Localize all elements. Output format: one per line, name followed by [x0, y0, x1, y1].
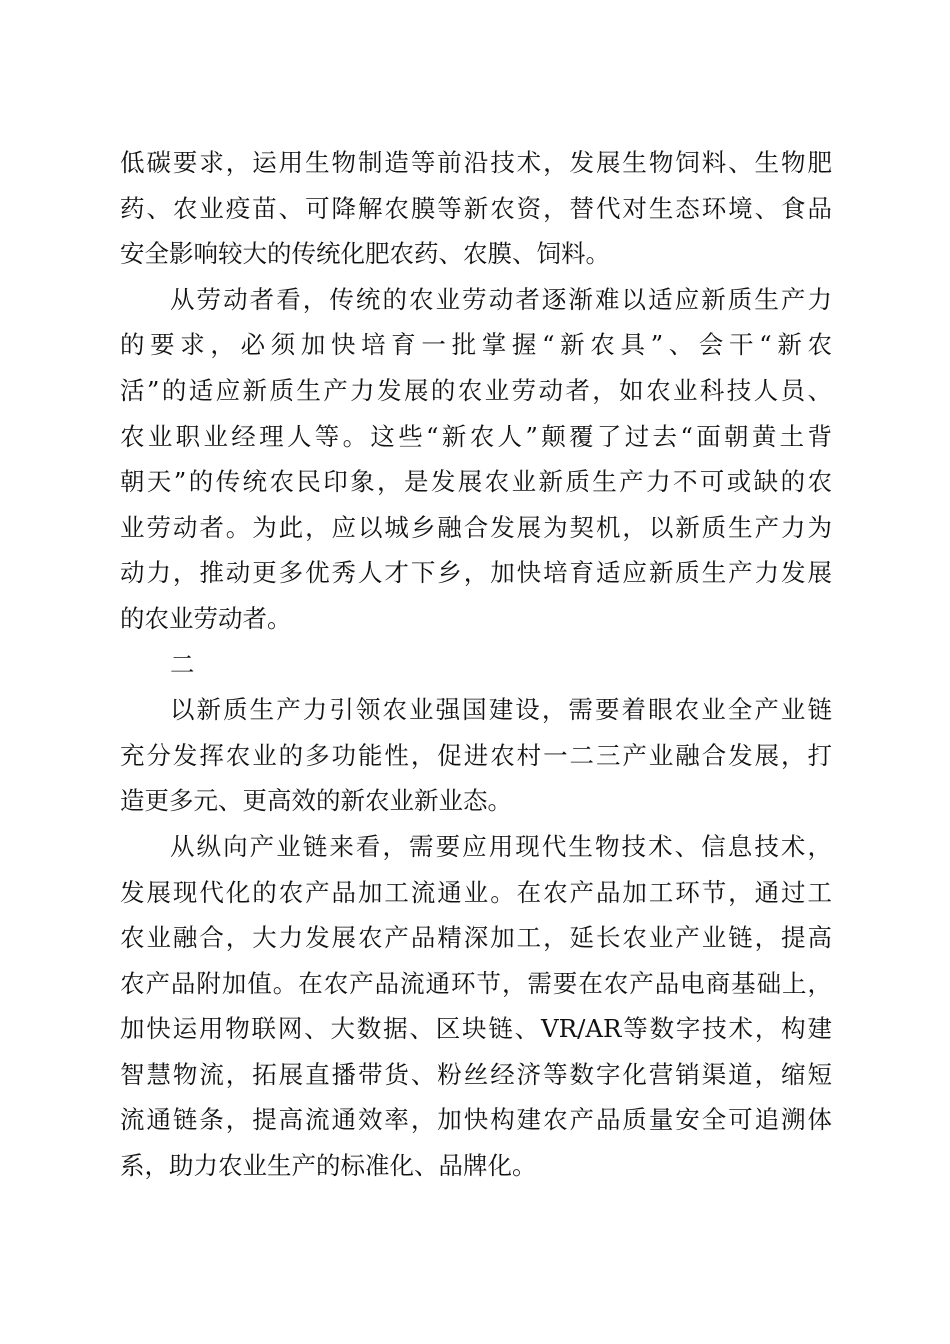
body-text [120, 140, 832, 1189]
text-line: 的农业劳动者。 [120, 603, 292, 633]
paragraph-first-line: 以新质生产力引领农业强国建设，需要着眼农业全产业链 [170, 695, 832, 725]
text-line: 活”的适应新质生产力发展的农业劳动者，如农业科技人员、 [120, 375, 832, 405]
text-line: 安全影响较大的传统化肥农药、农膜、饲料。 [120, 239, 610, 269]
text-line: 的要求，必须加快培育一批掌握“新农具”、会干“新农 [120, 330, 832, 360]
text-line: 药、农业疫苗、可降解农膜等新农资，替代对生态环境、食品 [120, 193, 832, 223]
text-line: 朝天”的传统农民印象，是发展农业新质生产力不可或缺的农 [120, 467, 832, 497]
text-line: 充分发挥农业的多功能性，促进农村一二三产业融合发展，打 [120, 740, 832, 770]
text-line: 发展现代化的农产品加工流通业。在农产品加工环节，通过工 [120, 877, 832, 907]
paragraph-first-line: 从劳动者看，传统的农业劳动者逐渐难以适应新质生产力 [170, 284, 832, 314]
text-line: 造更多元、更高效的新农业新业态。 [120, 786, 512, 816]
text-line: 加快运用物联网、大数据、区块链、VR/AR等数字技术，构建 [120, 1014, 832, 1044]
text-line: 农业融合，大力发展农产品精深加工，延长农业产业链，提高 [120, 923, 832, 953]
text-line: 动力，推动更多优秀人才下乡，加快培育适应新质生产力发展 [120, 558, 832, 588]
text-line: 系，助力农业生产的标准化、品牌化。 [120, 1151, 537, 1181]
text-line: 流通链条，提高流通效率，加快构建农产品质量安全可追溯体 [120, 1105, 832, 1135]
text-line: 农产品附加值。在农产品流通环节，需要在农产品电商基础上， [120, 968, 832, 998]
text-line: 业劳动者。为此，应以城乡融合发展为契机，以新质生产力为 [120, 512, 832, 542]
text-line: 低碳要求，运用生物制造等前沿技术，发展生物饲料、生物肥 [120, 148, 832, 177]
text-line: 智慧物流，拓展直播带货、粉丝经济等数字化营销渠道，缩短 [120, 1059, 832, 1089]
paragraph-first-line: 从纵向产业链来看，需要应用现代生物技术、信息技术， [170, 831, 832, 861]
section-heading: 二 [170, 649, 195, 679]
text-line: 农业职业经理人等。这些“新农人”颠覆了过去“面朝黄土背 [120, 421, 832, 451]
